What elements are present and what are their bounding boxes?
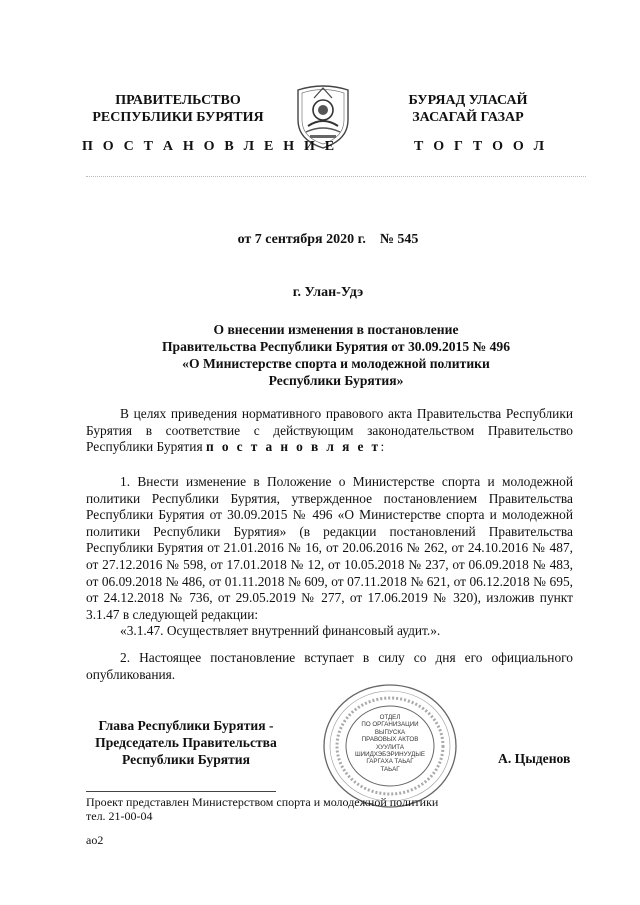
- doc-type-ru: П О С Т А Н О В Л Е Н И Е: [82, 139, 338, 154]
- doc-date-number: от 7 сентября 2020 г. № 545: [237, 232, 419, 247]
- signatory-position: [86, 717, 286, 768]
- org-name-ru-line1: ПРАВИТЕЛЬСТВО: [115, 93, 241, 108]
- preamble-text: В целях приведения нормативного правового акта Правительства Республики Бурятия в соответствие с действующим законодательством Правительство Республики Бурятия: [86, 406, 573, 455]
- stamp-line2: ПО ОРГАНИЗАЦИИ: [361, 721, 419, 729]
- signatory-position-line1: Глава Республики Бурятия -: [98, 718, 274, 733]
- footer-code: ао2: [86, 833, 104, 847]
- item-1: [86, 474, 573, 640]
- item-2-text: 2. Настоящее постановление вступает в силу со дня его официального опубликования.: [86, 650, 573, 682]
- signatory-name: А. Цыденов: [498, 751, 571, 766]
- org-name-ru-line2: РЕСПУБЛИКИ БУРЯТИЯ: [92, 110, 264, 125]
- footer-line2: тел. 21-00-04: [86, 809, 153, 823]
- item-1-text: 1. Внести изменение в Положение о Министерстве спорта и молодежной политики Республики Бурятия, утвержденное постановлением Правительства Республики Бурятия от 30.09.2015 № 496 «О Министерстве спорта и молодежной политики Республики Бурятия» (в редакции постановлений Правительства Республики Бурятия от 21.01.2016 № 16, от 20.06.2016 № 262, от 24.10.2016 № 487, от 27.12.2016 № 598, от 17.01.2018 № 12, от 10.05.2018 № 237, от 06.09.2018 № 483, от 06.09.2018 № 486, от 01.11.2018 № 609, от 07.11.2018 № 621, от 06.12.2018 № 695, от 24.12.2018 № 736, от 29.05.2019 № 277, от 17.06.2019 № 320), изложив пункт 3.1.47 в следующей редакции:: [86, 474, 573, 622]
- item-2: [86, 650, 573, 683]
- doc-city: г. Улан-Удэ: [292, 285, 364, 300]
- footer-rule: [86, 791, 276, 792]
- item-1-quote: «3.1.47. Осуществляет внутренний финансовый аудит.».: [120, 623, 441, 639]
- header-divider: [86, 176, 586, 179]
- stamp-line4: ПРАВОВЫХ АКТОВ: [361, 736, 419, 744]
- stamp-line3: ВЫПУСКА: [374, 728, 406, 736]
- preamble-end: :: [380, 439, 385, 455]
- preamble: [86, 406, 573, 456]
- stamp-center-text: [344, 714, 436, 773]
- org-name-bur-line1: БУРЯАД УЛАСАЙ: [408, 93, 528, 108]
- preamble-emphasis: п о с т а н о в л я е т: [205, 439, 381, 455]
- footer-line1: Проект представлен Министерством спорта и молодежной политики: [86, 795, 439, 809]
- footer-note: [86, 795, 438, 823]
- doc-type-bur: Т О Г Т О О Л: [414, 139, 548, 154]
- doc-title: [86, 321, 586, 389]
- doc-title-line2: Правительства Республики Бурятия от 30.09.2015 № 496: [161, 339, 510, 354]
- stamp-line5: ХУУЛИТА: [376, 743, 404, 751]
- org-name-ru: [78, 92, 278, 126]
- doc-title-line3: «О Министерстве спорта и молодежной политики: [182, 356, 490, 371]
- official-stamp: [320, 682, 460, 810]
- org-name-bur: [378, 92, 558, 126]
- stamp-line7: ГАРГАХА ТАЬАГ: [366, 758, 414, 766]
- stamp-line1: ОТДЕЛ: [379, 714, 401, 721]
- doc-title-line1: О внесении изменения в постановление: [213, 322, 459, 337]
- stamp-line8: ТАЬАГ: [380, 765, 400, 773]
- signatory-position-line2: Председатель Правительства: [95, 735, 277, 750]
- signatory-position-line3: Республики Бурятия: [121, 752, 250, 767]
- org-name-bur-line2: ЗАСАГАЙ ГАЗАР: [412, 110, 524, 125]
- stamp-line6: ШИИДХЭБЭРИНУУДЫЕ: [355, 751, 425, 759]
- doc-title-line4: Республики Бурятия»: [268, 373, 404, 388]
